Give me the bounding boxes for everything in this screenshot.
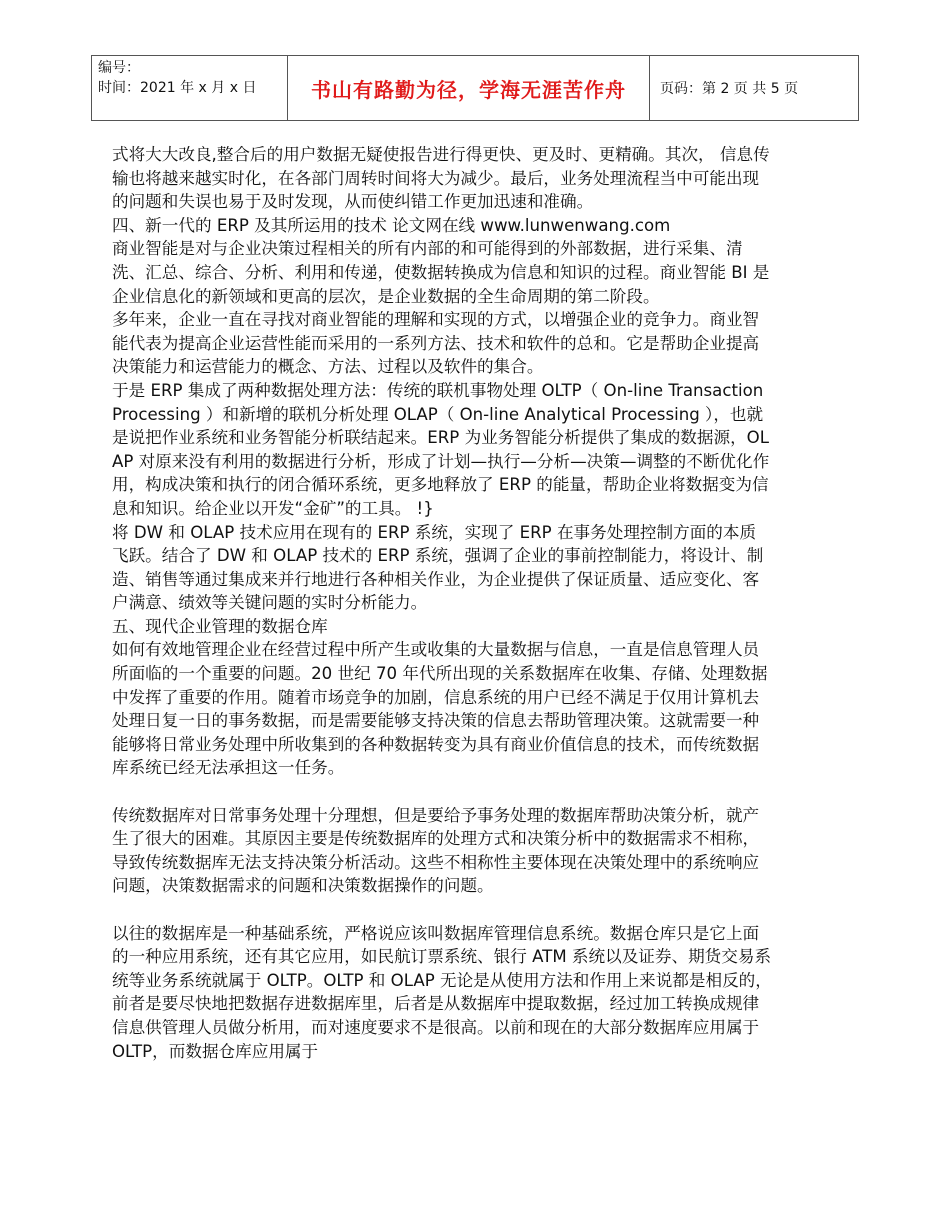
paragraph: 以往的数据库是一种基础系统，严格说应该叫数据库管理信息系统。数据仓库只是它上面的一种应用系统，还有其它应用，如民航订票系统、银行 ATM 系统以及证券、期货交易系统等业务系统就属于 OLTP。OLTP 和 OLAP 无论是从使用方法和作用上来说都是相反的，前者是要尽快地把数据存进数据库里，后者是从数据库中提取数据，经过加工转换成规律信息供管理人员做分析用，而对速度要求不是很高。以前和现在的大部分数据库应用属于 OLTP，而数据仓库应用属于	[112, 923, 772, 1061]
document-number: 编号：	[98, 60, 140, 76]
paragraph-spacer	[112, 898, 772, 922]
header-motto: 书山有路勤为径，学海无涯苦作舟	[288, 56, 650, 120]
document-time: 时间：2021 年 x 月 x 日	[98, 80, 257, 96]
section-heading: 五、现代企业管理的数据仓库	[112, 616, 328, 636]
page-indicator: 页码：第 2 页 共 5 页	[660, 81, 799, 97]
section-heading: 四、新一代的 ERP 及其所运用的技术 论文网在线 www.lunwenwang.com	[112, 215, 671, 235]
paragraph: 将 DW 和 OLAP 技术应用在现有的 ERP 系统，实现了 ERP 在事务处理控制方面的本质飞跃。结合了 DW 和 OLAP 技术的 ERP 系统，强调了企业的事前控制能力，将设计、制造、销售等通过集成来并行地进行各种相关作业，为企业提供了保证质量、适应变化、客户满意、绩效等关键问题的实时分析能力。	[112, 522, 764, 613]
page-header	[91, 55, 859, 121]
paragraph-spacer	[112, 780, 772, 804]
paragraph: 如何有效地管理企业在经营过程中所产生或收集的大量数据与信息，一直是信息管理人员所面临的一个重要的问题。20 世纪 70 年代所出现的关系数据库在收集、存储、处理数据中发挥了重要的作用。随着市场竞争的加剧，信息系统的用户已经不满足于仅用计算机去处理日复一日的事务数据，而是需要能够支持决策的信息去帮助管理决策。这就需要一种能够将日常业务处理中所收集到的各种数据转变为具有商业价值信息的技术，而传统数据库系统已经无法承担这一任务。	[112, 640, 768, 778]
document-body	[112, 143, 772, 1063]
paragraph: 商业智能是对与企业决策过程相关的所有内部的和可能得到的外部数据，进行采集、清洗、汇总、综合、分析、利用和传递，使数据转换成为信息和知识的过程。商业智能 BI 是企业信息化的新领域和更高的层次，是企业数据的全生命周期的第二阶段。	[112, 239, 770, 306]
paragraph: 传统数据库对日常事务处理十分理想，但是要给予事务处理的数据库帮助决策分析，就产生了很大的困难。其原因主要是传统数据库的处理方式和决策分析中的数据需求不相称，导致传统数据库无法支持决策分析活动。这些不相称性主要体现在决策处理中的系统响应问题，决策数据需求的问题和决策数据操作的问题。	[112, 805, 760, 896]
header-meta	[92, 56, 288, 120]
paragraph: 式将大大改良,整合后的用户数据无疑使报告进行得更快、更及时、更精确。其次， 信息传输也将越来越实时化，在各部门周转时间将大为减少。最后，业务处理流程当中可能出现的问题和失误也易于及时发现，从而使纠错工作更加迅速和准确。	[112, 145, 770, 212]
paragraph: 于是 ERP 集成了两种数据处理方法：传统的联机事物处理 OLTP（ On-line Transaction Processing ）和新增的联机分析处理 OLAP（ On-line Analytical Processing ），也就是说把作业系统和业务智能分析联结起来。ERP 为业务智能分析提供了集成的数据源，OLAP 对原来没有利用的数据进行分析，形成了计划—执行—分析—决策—调整的不断优化作用，构成决策和执行的闭合循环系统，更多地释放了 ERP 的能量，帮助企业将数据变为信息和知识。给企业以开发“金矿”的工具。 !}	[112, 380, 770, 518]
paragraph: 多年来，企业一直在寻找对商业智能的理解和实现的方式，以增强企业的竞争力。商业智能代表为提高企业运营性能而采用的一系列方法、技术和软件的总和。它是帮助企业提高决策能力和运营能力的概念、方法、过程以及软件的集合。	[112, 310, 760, 377]
